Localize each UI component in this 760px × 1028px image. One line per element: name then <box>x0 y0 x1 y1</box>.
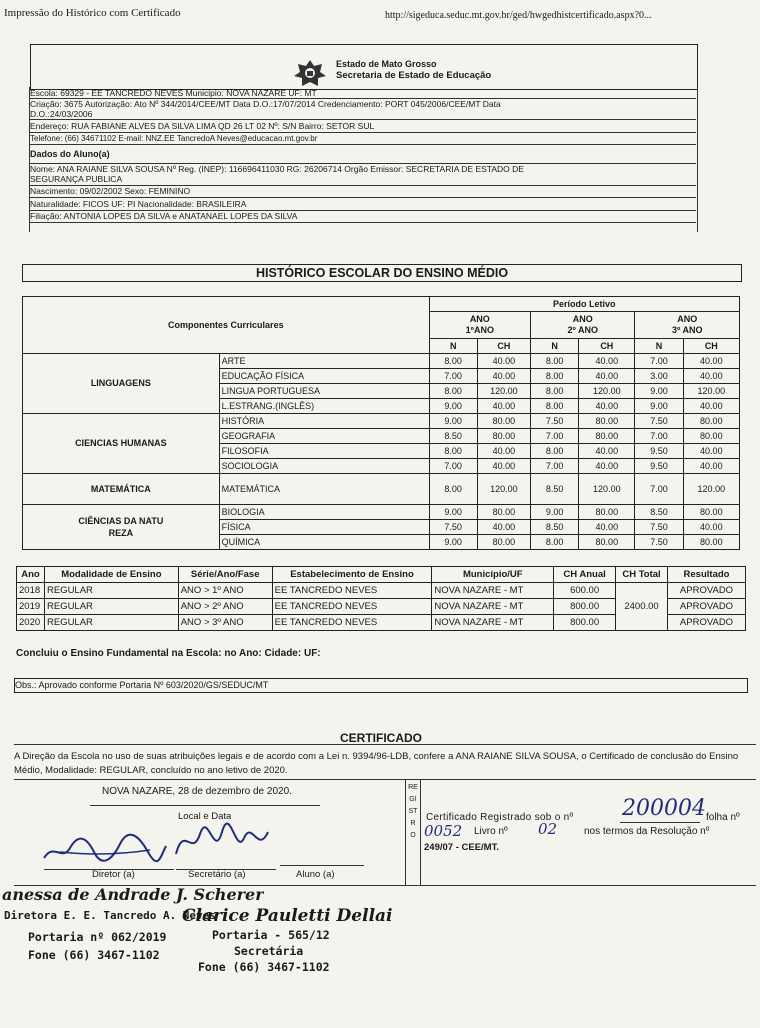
address-line: Endereço: RUA FABIANE ALVES DA SILVA LIMA QD 26 LT 02 Nº: S/N Bairro: SETOR SUL <box>30 120 696 133</box>
hours-cell: 120.00 <box>477 474 530 505</box>
hours-cell: 120.00 <box>579 384 635 399</box>
stamp-left-role: Diretora E. E. Tancredo A. Neves <box>4 910 216 921</box>
hours-cell: 80.00 <box>477 429 530 444</box>
school-line: Escola: 69329 - EE TANCREDO NEVES Municipio: NOVA NAZARE UF: MT <box>30 88 696 99</box>
year-cell: 2020 <box>17 615 45 631</box>
print-title: Impressão do Histórico com Certificado <box>4 8 181 19</box>
grade-cell: 7.00 <box>635 429 683 444</box>
table-row <box>23 505 740 520</box>
ch-annual-cell: 800.00 <box>554 599 616 615</box>
col-header: CH Anual <box>554 567 616 583</box>
subject-name: ARTE <box>219 354 429 369</box>
subject-name: QUÍMICA <box>219 535 429 550</box>
hours-cell: 40.00 <box>579 399 635 414</box>
series-cell: ANO > 2º ANO <box>178 599 272 615</box>
hours-cell: 40.00 <box>683 399 739 414</box>
subject-name: FÍSICA <box>219 520 429 535</box>
registered-number-line <box>620 822 700 823</box>
col-header: Série/Ano/Fase <box>178 567 272 583</box>
hours-cell: 80.00 <box>683 505 739 520</box>
components-header: Componentes Curriculares <box>23 297 430 354</box>
grade-cell: 9.00 <box>531 505 579 520</box>
subject-name: LINGUA PORTUGUESA <box>219 384 429 399</box>
years-table <box>16 566 746 631</box>
subject-name: HISTÓRIA <box>219 414 429 429</box>
folha-number: 0052 <box>424 822 463 840</box>
hours-cell: 40.00 <box>477 459 530 474</box>
area-ciencias-natureza: CIÊNCIAS DA NATU REZA <box>23 505 220 550</box>
stamp-left-fone: Fone (66) 3467-1102 <box>28 948 160 962</box>
grade-cell: 8.00 <box>531 535 579 550</box>
resolucao-label: nos termos da Resolução nº <box>584 826 710 837</box>
n-header: N <box>635 339 683 354</box>
hours-cell: 40.00 <box>683 520 739 535</box>
secretary-signature <box>172 814 272 871</box>
grade-cell: 8.50 <box>635 505 683 520</box>
area-linguagens: LINGUAGENS <box>23 354 220 414</box>
hours-cell: 40.00 <box>579 354 635 369</box>
registro-divider <box>405 779 406 885</box>
grade-cell: 7.50 <box>429 520 477 535</box>
col-header: Município/UF <box>432 567 554 583</box>
hours-cell: 40.00 <box>477 444 530 459</box>
grade-cell: 8.00 <box>531 399 579 414</box>
grade-cell: 9.50 <box>635 444 683 459</box>
certificate-top-rule <box>14 744 756 745</box>
school-cell: EE TANCREDO NEVES <box>272 599 432 615</box>
result-cell: APROVADO <box>668 599 746 615</box>
grade-cell: 7.00 <box>635 354 683 369</box>
hours-cell: 40.00 <box>477 399 530 414</box>
school-cell: EE TANCREDO NEVES <box>272 583 432 599</box>
hours-cell: 120.00 <box>683 474 739 505</box>
livro-number: 02 <box>538 820 558 838</box>
subject-name: BIOLOGIA <box>219 505 429 520</box>
secretaria-name: Secretaria de Estado de Educação <box>336 70 492 81</box>
registered-number: 200004 <box>622 796 706 821</box>
hours-cell: 80.00 <box>683 535 739 550</box>
birth-line: Nascimento: 09/02/2002 Sexo: FEMININO <box>30 186 696 198</box>
result-cell: APROVADO <box>668 583 746 599</box>
subject-name: L.ESTRANG.(INGLÊS) <box>219 399 429 414</box>
stamp-right-portaria: Portaria - 565/12 <box>212 928 330 942</box>
grade-cell: 9.00 <box>635 384 683 399</box>
year-cell: 2019 <box>17 599 45 615</box>
phone-line: Telefone: (66) 34671102 E-mail: NNZ.EE TancredoA Neves@educacao.mt.gov.br <box>30 133 696 145</box>
ch-annual-cell: 600.00 <box>554 583 616 599</box>
hours-cell: 120.00 <box>579 474 635 505</box>
modality-cell: REGULAR <box>44 599 178 615</box>
n-header: N <box>531 339 579 354</box>
school-cell: EE TANCREDO NEVES <box>272 615 432 631</box>
table-row <box>23 414 740 429</box>
area-matematica: MATEMÁTICA <box>23 474 220 505</box>
stamp-right-role: Secretária <box>234 944 304 958</box>
registro-side-label: REGISTRO <box>408 784 418 839</box>
registro-divider-2 <box>420 779 421 885</box>
hours-cell: 40.00 <box>683 369 739 384</box>
ch-header: CH <box>477 339 530 354</box>
page-url: http://sigeduca.seduc.mt.gov.br/ged/hwgedhistcertificado.aspx?0... <box>385 10 652 21</box>
city-cell: NOVA NAZARE - MT <box>432 615 554 631</box>
grade-cell: 7.00 <box>429 459 477 474</box>
hours-cell: 80.00 <box>579 414 635 429</box>
table-row <box>17 583 746 599</box>
grade-cell: 7.50 <box>635 520 683 535</box>
grade-cell: 7.50 <box>635 414 683 429</box>
hours-cell: 80.00 <box>579 535 635 550</box>
ch-header: CH <box>579 339 635 354</box>
year-cell: 2018 <box>17 583 45 599</box>
certificate-rule <box>14 779 756 780</box>
col-header: Modalidade de Ensino <box>44 567 178 583</box>
hours-cell: 80.00 <box>477 414 530 429</box>
hours-cell: 40.00 <box>579 444 635 459</box>
hours-cell: 80.00 <box>579 429 635 444</box>
hours-cell: 80.00 <box>683 414 739 429</box>
signature-line-student <box>280 865 364 866</box>
hours-cell: 40.00 <box>477 520 530 535</box>
place-date: NOVA NAZARE, 28 de dezembro de 2020. <box>102 786 292 797</box>
grade-cell: 8.00 <box>429 444 477 459</box>
grade-cell: 7.50 <box>635 535 683 550</box>
director-signature <box>40 822 170 875</box>
grade-cell: 8.00 <box>531 354 579 369</box>
history-title: HISTÓRICO ESCOLAR DO ENSINO MÉDIO <box>22 264 742 282</box>
place-date-line <box>90 805 320 806</box>
hours-cell: 40.00 <box>579 520 635 535</box>
stamp-right-name: Clarice Pauletti Dellai <box>182 906 393 926</box>
livro-label: Livro nº <box>474 826 508 837</box>
n-header: N <box>429 339 477 354</box>
school-info-frame <box>29 87 698 232</box>
grade-cell: 7.00 <box>531 429 579 444</box>
ch-total-cell: 2400.00 <box>616 583 668 631</box>
hours-cell: 40.00 <box>477 354 530 369</box>
certificate-title: CERTIFICADO <box>340 733 422 744</box>
grade-cell: 7.00 <box>531 459 579 474</box>
naturalidade-line: Naturalidade: FICOS UF: PI Nacionalidade: BRASILEIRA <box>30 198 696 211</box>
city-cell: NOVA NAZARE - MT <box>432 599 554 615</box>
student-name-line2: SEGURANÇA PUBLICA <box>30 174 696 186</box>
stamp-left-name: anessa de Andrade J. Scherer <box>2 885 264 904</box>
grade-cell: 9.00 <box>635 399 683 414</box>
hours-cell: 40.00 <box>579 369 635 384</box>
hours-cell: 40.00 <box>477 369 530 384</box>
col-header: Estabelecimento de Ensino <box>272 567 432 583</box>
subject-name: MATEMÁTICA <box>219 474 429 505</box>
grade-cell: 7.00 <box>429 369 477 384</box>
student-label: Aluno (a) <box>296 869 335 880</box>
grade-cell: 8.50 <box>429 429 477 444</box>
subject-name: EDUCAÇÃO FÍSICA <box>219 369 429 384</box>
ch-header: CH <box>683 339 739 354</box>
grades-table <box>22 296 740 550</box>
series-cell: ANO > 1º ANO <box>178 583 272 599</box>
city-cell: NOVA NAZARE - MT <box>432 583 554 599</box>
grade-cell: 9.50 <box>635 459 683 474</box>
hours-cell: 120.00 <box>683 384 739 399</box>
criacao-line: Criação: 3675 Autorização: Ato Nº 344/2014/CEE/MT Data D.O.:17/07/2014 Credenciamento: PORT 045/2006/CEE/MT Data <box>30 99 501 109</box>
grade-cell: 3.00 <box>635 369 683 384</box>
grade-cell: 8.00 <box>531 369 579 384</box>
grade-cell: 9.00 <box>429 399 477 414</box>
subject-name: FILOSOFIA <box>219 444 429 459</box>
grade-cell: 8.00 <box>531 384 579 399</box>
secretary-label: Secretário (a) <box>188 869 246 880</box>
hours-cell: 40.00 <box>683 444 739 459</box>
col-header: Ano <box>17 567 45 583</box>
local-data-label: Local e Data <box>178 811 232 822</box>
col-header: CH Total <box>616 567 668 583</box>
obs-box: Obs.: Aprovado conforme Portaria Nº 603/2020/GS/SEDUC/MT <box>14 678 748 693</box>
ch-annual-cell: 800.00 <box>554 615 616 631</box>
result-cell: APROVADO <box>668 615 746 631</box>
modality-cell: REGULAR <box>44 615 178 631</box>
year-1-header: ANO 1ºANO <box>429 312 530 339</box>
grade-cell: 9.00 <box>429 505 477 520</box>
col-header: Resultado <box>668 567 746 583</box>
grade-cell: 9.00 <box>429 414 477 429</box>
hours-cell: 40.00 <box>579 459 635 474</box>
stamp-right-fone: Fone (66) 3467-1102 <box>198 960 330 974</box>
subject-name: SOCIOLOGIA <box>219 459 429 474</box>
grade-cell: 8.00 <box>429 354 477 369</box>
certificate-text: A Direção da Escola no uso de suas atribuições legais e de acordo com a Lei n. 9394/96-LDB, confere a ANA RAIANE SILVA SOUSA, o Certificado de conclusão do Ensino Médio, Modalidade: REGULAR, concluído no ano letivo de 2020. <box>14 751 739 776</box>
grade-cell: 8.00 <box>429 474 477 505</box>
hours-cell: 40.00 <box>683 354 739 369</box>
period-header: Período Letivo <box>429 297 739 312</box>
subject-name: GEOGRAFIA <box>219 429 429 444</box>
hours-cell: 80.00 <box>683 429 739 444</box>
hours-cell: 80.00 <box>477 505 530 520</box>
area-ciencias-humanas: CIENCIAS HUMANAS <box>23 414 220 474</box>
resolucao-number: 249/07 - CEE/MT. <box>424 842 499 853</box>
filiacao-line: Filiação: ANTONIA LOPES DA SILVA e ANATANAEL LOPES DA SILVA <box>30 211 696 223</box>
stamp-left-portaria: Portaria nº 062/2019 <box>28 930 167 944</box>
hours-cell: 80.00 <box>477 535 530 550</box>
hours-cell: 120.00 <box>477 384 530 399</box>
do-line: D.O.:24/03/2006 <box>30 109 696 120</box>
year-2-header: ANO 2º ANO <box>531 312 635 339</box>
director-label: Diretor (a) <box>92 869 135 880</box>
folha-label: folha nº <box>706 812 740 823</box>
hours-cell: 80.00 <box>579 505 635 520</box>
table-row <box>23 474 740 505</box>
series-cell: ANO > 3º ANO <box>178 615 272 631</box>
grade-cell: 7.00 <box>635 474 683 505</box>
grade-cell: 7.50 <box>531 414 579 429</box>
student-name-line: Nome: ANA RAIANE SILVA SOUSA Nº Reg. (INEP): 116696411030 RG: 26206714 Orgão Emissor: SECRETARIA DE ESTADO DE <box>30 164 524 174</box>
table-row <box>23 354 740 369</box>
grade-cell: 8.00 <box>531 444 579 459</box>
coat-of-arms-icon <box>290 58 330 90</box>
year-3-header: ANO 3º ANO <box>635 312 740 339</box>
grade-cell: 9.00 <box>429 535 477 550</box>
fundamental-line: Concluiu o Ensino Fundamental na Escola: no Ano: Cidade: UF: <box>16 648 321 659</box>
grade-cell: 8.50 <box>531 474 579 505</box>
student-heading: Dados do Aluno(a) <box>30 145 696 164</box>
modality-cell: REGULAR <box>44 583 178 599</box>
hours-cell: 40.00 <box>683 459 739 474</box>
registered-text: Certificado Registrado sob o nº <box>426 812 574 823</box>
state-name: Estado de Mato Grosso <box>336 59 437 69</box>
grade-cell: 8.00 <box>429 384 477 399</box>
grade-cell: 8.50 <box>531 520 579 535</box>
